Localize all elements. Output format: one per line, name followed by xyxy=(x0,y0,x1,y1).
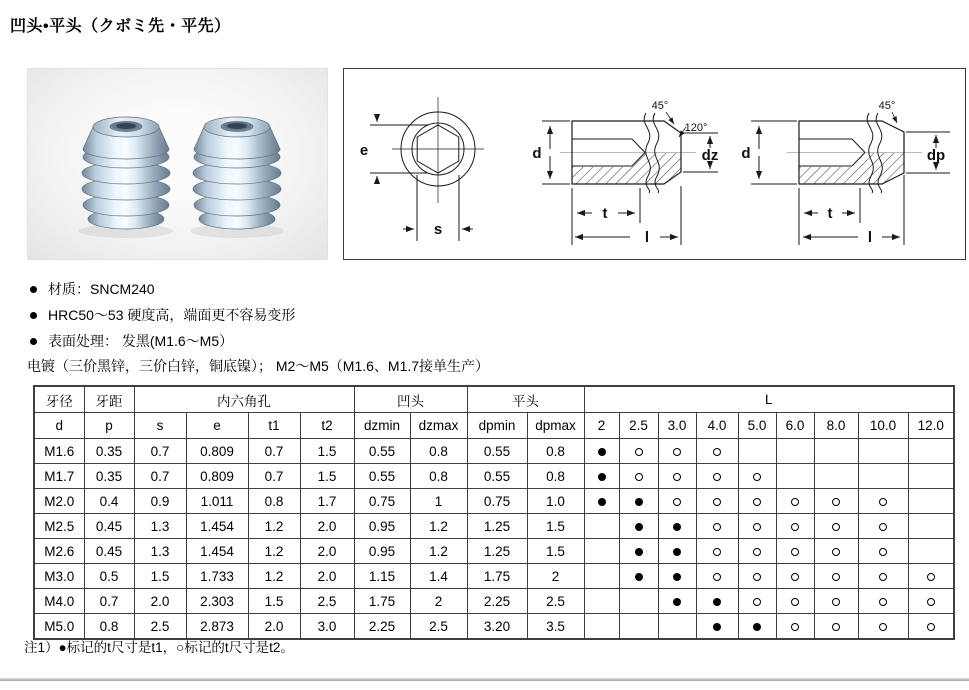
col-t1: t1 xyxy=(248,413,300,439)
cell-availability-L10.0 xyxy=(858,564,908,589)
cell-availability-L12.0 xyxy=(908,439,954,464)
cell-availability-L6.0 xyxy=(776,564,814,589)
cell-availability-L4.0 xyxy=(696,439,738,464)
col-l-8: 8.0 xyxy=(814,413,858,439)
col-l-4: 4.0 xyxy=(696,413,738,439)
cell-availability-L5.0 xyxy=(738,539,776,564)
cell-p: 0.4 xyxy=(84,489,134,514)
cell-dpmax: 1.0 xyxy=(527,489,584,514)
spec-note-finish xyxy=(30,328,295,354)
cell-dzmax: 1.2 xyxy=(410,514,467,539)
open-dot-icon xyxy=(713,573,721,581)
spec-note-hardness xyxy=(30,302,295,328)
cell-availability-L4.0 xyxy=(696,539,738,564)
filled-dot-icon xyxy=(713,623,721,631)
cell-s: 1.3 xyxy=(134,539,186,564)
cell-availability-L3.0 xyxy=(658,564,696,589)
cell-availability-L4.0 xyxy=(696,489,738,514)
cell-availability-L5.0 xyxy=(738,464,776,489)
filled-dot-icon xyxy=(713,598,721,606)
cell-dzmax: 2 xyxy=(410,589,467,614)
cell-p: 0.45 xyxy=(84,514,134,539)
col-s: s xyxy=(134,413,186,439)
cell-e: 1.011 xyxy=(186,489,248,514)
open-dot-icon xyxy=(879,498,887,506)
cell-dzmin: 0.95 xyxy=(354,539,410,564)
cell-availability-L2 xyxy=(584,564,619,589)
open-dot-icon xyxy=(879,573,887,581)
cell-availability-L3.0 xyxy=(658,539,696,564)
cell-dpmax: 1.5 xyxy=(527,514,584,539)
cell-e: 1.454 xyxy=(186,514,248,539)
open-dot-icon xyxy=(753,473,761,481)
col-e: e xyxy=(186,413,248,439)
open-dot-icon xyxy=(879,623,887,631)
col-group-concave: 凹头 xyxy=(354,386,467,413)
dim-label-t-right: t xyxy=(827,205,833,222)
cell-availability-L3.0 xyxy=(658,464,696,489)
col-d: d xyxy=(34,413,84,439)
cell-e: 2.873 xyxy=(186,614,248,640)
technical-drawing xyxy=(343,68,966,260)
cell-availability-L2 xyxy=(584,514,619,539)
open-dot-icon xyxy=(832,623,840,631)
cell-availability-L6.0 xyxy=(776,439,814,464)
bullet-icon xyxy=(30,286,37,293)
cell-t1: 0.7 xyxy=(248,439,300,464)
table-row-M2.6 xyxy=(34,539,954,564)
cell-availability-L4.0 xyxy=(696,514,738,539)
cell-availability-L4.0 xyxy=(696,564,738,589)
cell-dzmax: 0.8 xyxy=(410,464,467,489)
col-l-10: 10.0 xyxy=(858,413,908,439)
filled-dot-icon xyxy=(673,523,681,531)
dim-label-d-mid: d xyxy=(532,145,542,162)
open-dot-icon xyxy=(927,573,935,581)
cell-dpmin: 1.25 xyxy=(467,539,527,564)
cell-availability-L12.0 xyxy=(908,539,954,564)
cell-availability-L12.0 xyxy=(908,464,954,489)
open-dot-icon xyxy=(753,573,761,581)
cell-p: 0.35 xyxy=(84,464,134,489)
spec-note-text: 材质：SNCM240 xyxy=(48,281,155,297)
cell-availability-L6.0 xyxy=(776,489,814,514)
open-dot-icon xyxy=(832,523,840,531)
cell-dpmin: 2.25 xyxy=(467,589,527,614)
angle-label-120-mid: 120° xyxy=(684,122,708,134)
spec-note-text: 表面处理： 发黑(M1.6～M5） xyxy=(48,333,234,349)
open-dot-icon xyxy=(879,523,887,531)
section-view-concave xyxy=(532,100,718,246)
col-dpmax: dpmax xyxy=(527,413,584,439)
section-view-flat xyxy=(741,100,950,246)
cell-dzmin: 0.75 xyxy=(354,489,410,514)
open-dot-icon xyxy=(713,523,721,531)
cell-availability-L2.5 xyxy=(619,489,658,514)
col-dzmax: dzmax xyxy=(410,413,467,439)
table-row-M2.0 xyxy=(34,489,954,514)
filled-dot-icon xyxy=(635,548,643,556)
cell-availability-L2.5 xyxy=(619,514,658,539)
cell-dzmax: 1.4 xyxy=(410,564,467,589)
cell-availability-L8.0 xyxy=(814,464,858,489)
open-dot-icon xyxy=(791,523,799,531)
cell-availability-L12.0 xyxy=(908,564,954,589)
col-l-2: 2 xyxy=(584,413,619,439)
cell-t2: 2.0 xyxy=(300,514,354,539)
cell-dzmin: 0.55 xyxy=(354,464,410,489)
cell-availability-L2.5 xyxy=(619,539,658,564)
cell-dzmax: 1 xyxy=(410,489,467,514)
plating-note: 电镀（三价黑锌，三价白锌，铜底镍）； M2～M5（M1.6、M1.7接单生产） xyxy=(27,358,490,374)
col-l-6: 6.0 xyxy=(776,413,814,439)
page-title: 凹头•平头（クボミ先・平先） xyxy=(10,18,231,35)
cell-availability-L10.0 xyxy=(858,514,908,539)
cell-t2: 1.5 xyxy=(300,464,354,489)
cell-t1: 1.2 xyxy=(248,514,300,539)
open-dot-icon xyxy=(753,523,761,531)
cell-availability-L6.0 xyxy=(776,614,814,640)
set-screw-left xyxy=(82,117,170,229)
cell-availability-L4.0 xyxy=(696,589,738,614)
cell-availability-L2 xyxy=(584,589,619,614)
cell-s: 0.9 xyxy=(134,489,186,514)
cell-p: 0.7 xyxy=(84,589,134,614)
table-row-M4.0 xyxy=(34,589,954,614)
cell-availability-L10.0 xyxy=(858,589,908,614)
filled-dot-icon xyxy=(598,448,606,456)
open-dot-icon xyxy=(832,498,840,506)
col-group-flat: 平头 xyxy=(467,386,584,413)
cell-availability-L3.0 xyxy=(658,489,696,514)
table-group-header-row xyxy=(34,386,954,413)
cell-p: 0.45 xyxy=(84,539,134,564)
cell-dpmin: 1.75 xyxy=(467,564,527,589)
dim-label-l-right: l xyxy=(867,229,873,246)
open-dot-icon xyxy=(791,498,799,506)
open-dot-icon xyxy=(791,598,799,606)
open-dot-icon xyxy=(635,473,643,481)
cell-dpmin: 0.55 xyxy=(467,439,527,464)
cell-t2: 2.5 xyxy=(300,589,354,614)
cell-availability-L10.0 xyxy=(858,439,908,464)
spec-table-body xyxy=(34,439,954,640)
cell-availability-L8.0 xyxy=(814,514,858,539)
end-view xyxy=(360,97,484,241)
dimension-diagram xyxy=(344,69,965,259)
cell-dpmax: 0.8 xyxy=(527,464,584,489)
cell-availability-L10.0 xyxy=(858,489,908,514)
cell-availability-L3.0 xyxy=(658,614,696,640)
cell-availability-L2.5 xyxy=(619,564,658,589)
cell-dpmax: 3.5 xyxy=(527,614,584,640)
cell-availability-L3.0 xyxy=(658,589,696,614)
open-dot-icon xyxy=(713,548,721,556)
cell-availability-L8.0 xyxy=(814,439,858,464)
cell-d: M4.0 xyxy=(34,589,84,614)
cell-e: 0.809 xyxy=(186,464,248,489)
col-p: p xyxy=(84,413,134,439)
dim-label-s: s xyxy=(433,221,443,238)
open-dot-icon xyxy=(713,448,721,456)
cell-availability-L12.0 xyxy=(908,614,954,640)
cell-availability-L5.0 xyxy=(738,489,776,514)
cell-s: 1.3 xyxy=(134,514,186,539)
set-screws-image xyxy=(28,69,327,259)
cell-d: M1.7 xyxy=(34,464,84,489)
cell-availability-L6.0 xyxy=(776,539,814,564)
cell-dpmin: 3.20 xyxy=(467,614,527,640)
cell-e: 2.303 xyxy=(186,589,248,614)
cell-availability-L2 xyxy=(584,614,619,640)
cell-d: M2.5 xyxy=(34,514,84,539)
table-sub-header-row xyxy=(34,413,954,439)
cell-availability-L12.0 xyxy=(908,589,954,614)
table-row-M1.6 xyxy=(34,439,954,464)
col-l-5: 5.0 xyxy=(738,413,776,439)
cell-s: 2.0 xyxy=(134,589,186,614)
cell-dzmin: 1.15 xyxy=(354,564,410,589)
cell-availability-L2 xyxy=(584,464,619,489)
angle-label-45-right: 45° xyxy=(878,100,896,112)
cell-availability-L8.0 xyxy=(814,614,858,640)
spec-table xyxy=(33,385,955,640)
cell-dpmin: 1.25 xyxy=(467,514,527,539)
open-dot-icon xyxy=(753,548,761,556)
cell-dpmax: 2.5 xyxy=(527,589,584,614)
cell-availability-L2.5 xyxy=(619,589,658,614)
cell-availability-L2 xyxy=(584,489,619,514)
cell-availability-L10.0 xyxy=(858,539,908,564)
filled-dot-icon xyxy=(753,623,761,631)
cell-availability-L2.5 xyxy=(619,464,658,489)
dim-label-t-mid: t xyxy=(602,205,608,222)
cell-d: M2.6 xyxy=(34,539,84,564)
cell-t1: 1.2 xyxy=(248,539,300,564)
cell-availability-L5.0 xyxy=(738,614,776,640)
cell-t1: 1.2 xyxy=(248,564,300,589)
open-dot-icon xyxy=(673,473,681,481)
open-dot-icon xyxy=(635,448,643,456)
open-dot-icon xyxy=(832,573,840,581)
dim-label-d-right: d xyxy=(741,145,751,162)
filled-dot-icon xyxy=(635,573,643,581)
cell-s: 2.5 xyxy=(134,614,186,640)
cell-t1: 1.5 xyxy=(248,589,300,614)
cell-dpmax: 1.5 xyxy=(527,539,584,564)
dim-label-dp: dp xyxy=(926,147,946,164)
cell-t1: 0.8 xyxy=(248,489,300,514)
bullet-icon xyxy=(30,338,37,345)
cell-e: 0.809 xyxy=(186,439,248,464)
product-photo xyxy=(27,68,328,260)
cell-dzmax: 2.5 xyxy=(410,614,467,640)
spec-note-text: HRC50～53 硬度高，端面更不容易变形 xyxy=(48,307,296,323)
cell-availability-L5.0 xyxy=(738,589,776,614)
dim-label-e: e xyxy=(359,142,369,159)
filled-dot-icon xyxy=(673,573,681,581)
open-dot-icon xyxy=(927,623,935,631)
bottom-divider xyxy=(0,678,969,681)
open-dot-icon xyxy=(832,598,840,606)
cell-dpmax: 0.8 xyxy=(527,439,584,464)
cell-availability-L10.0 xyxy=(858,614,908,640)
table-row-M1.7 xyxy=(34,464,954,489)
cell-s: 0.7 xyxy=(134,439,186,464)
filled-dot-icon xyxy=(635,498,643,506)
cell-d: M3.0 xyxy=(34,564,84,589)
open-dot-icon xyxy=(713,498,721,506)
cell-availability-L6.0 xyxy=(776,514,814,539)
footnote: 注1）●标记的t尺寸是t1，○标记的t尺寸是t2。 xyxy=(24,640,294,655)
cell-t2: 3.0 xyxy=(300,614,354,640)
cell-availability-L8.0 xyxy=(814,589,858,614)
cell-availability-L8.0 xyxy=(814,489,858,514)
col-group-p: 牙距 xyxy=(84,386,134,413)
cell-t1: 2.0 xyxy=(248,614,300,640)
cell-availability-L6.0 xyxy=(776,464,814,489)
open-dot-icon xyxy=(673,498,681,506)
spec-notes xyxy=(30,276,295,354)
cell-dzmax: 0.8 xyxy=(410,439,467,464)
col-l-3: 3.0 xyxy=(658,413,696,439)
cell-availability-L5.0 xyxy=(738,514,776,539)
cell-d: M2.0 xyxy=(34,489,84,514)
col-group-hex-socket: 内六角孔 xyxy=(134,386,354,413)
bullet-icon xyxy=(30,312,37,319)
cell-availability-L12.0 xyxy=(908,514,954,539)
cell-t2: 2.0 xyxy=(300,539,354,564)
cell-t1: 0.7 xyxy=(248,464,300,489)
dim-label-dz: dz xyxy=(701,147,719,164)
dim-label-l-mid: l xyxy=(644,229,650,246)
open-dot-icon xyxy=(927,598,935,606)
col-dzmin: dzmin xyxy=(354,413,410,439)
open-dot-icon xyxy=(791,573,799,581)
cell-dpmax: 2 xyxy=(527,564,584,589)
cell-s: 0.7 xyxy=(134,464,186,489)
col-l-2-5: 2.5 xyxy=(619,413,658,439)
open-dot-icon xyxy=(879,548,887,556)
set-screw-right xyxy=(193,117,281,229)
filled-dot-icon xyxy=(673,548,681,556)
cell-p: 0.8 xyxy=(84,614,134,640)
cell-availability-L5.0 xyxy=(738,439,776,464)
filled-dot-icon xyxy=(598,473,606,481)
spec-note-material xyxy=(30,276,295,302)
open-dot-icon xyxy=(713,473,721,481)
open-dot-icon xyxy=(673,448,681,456)
cell-dpmin: 0.55 xyxy=(467,464,527,489)
cell-dzmin: 0.55 xyxy=(354,439,410,464)
col-dpmin: dpmin xyxy=(467,413,527,439)
cell-t2: 2.0 xyxy=(300,564,354,589)
cell-availability-L4.0 xyxy=(696,464,738,489)
open-dot-icon xyxy=(753,598,761,606)
col-group-d: 牙径 xyxy=(34,386,84,413)
angle-label-45-mid: 45° xyxy=(651,100,669,112)
cell-e: 1.454 xyxy=(186,539,248,564)
col-l-12: 12.0 xyxy=(908,413,954,439)
open-dot-icon xyxy=(832,548,840,556)
cell-availability-L3.0 xyxy=(658,439,696,464)
table-row-M3.0 xyxy=(34,564,954,589)
cell-t2: 1.7 xyxy=(300,489,354,514)
cell-availability-L10.0 xyxy=(858,464,908,489)
cell-availability-L2.5 xyxy=(619,614,658,640)
cell-d: M1.6 xyxy=(34,439,84,464)
cell-p: 0.35 xyxy=(84,439,134,464)
cell-dzmin: 1.75 xyxy=(354,589,410,614)
cell-availability-L3.0 xyxy=(658,514,696,539)
open-dot-icon xyxy=(879,598,887,606)
col-t2: t2 xyxy=(300,413,354,439)
cell-availability-L2 xyxy=(584,539,619,564)
open-dot-icon xyxy=(791,548,799,556)
open-dot-icon xyxy=(791,623,799,631)
cell-dzmax: 1.2 xyxy=(410,539,467,564)
cell-availability-L2 xyxy=(584,439,619,464)
cell-t2: 1.5 xyxy=(300,439,354,464)
cell-dpmin: 0.75 xyxy=(467,489,527,514)
cell-availability-L6.0 xyxy=(776,589,814,614)
cell-p: 0.5 xyxy=(84,564,134,589)
cell-e: 1.733 xyxy=(186,564,248,589)
cell-d: M5.0 xyxy=(34,614,84,640)
filled-dot-icon xyxy=(673,598,681,606)
filled-dot-icon xyxy=(635,523,643,531)
col-group-length: L xyxy=(584,386,954,413)
cell-availability-L2.5 xyxy=(619,439,658,464)
cell-availability-L8.0 xyxy=(814,539,858,564)
open-dot-icon xyxy=(753,498,761,506)
cell-dzmin: 0.95 xyxy=(354,514,410,539)
cell-availability-L8.0 xyxy=(814,564,858,589)
filled-dot-icon xyxy=(598,498,606,506)
cell-availability-L4.0 xyxy=(696,614,738,640)
table-row-M2.5 xyxy=(34,514,954,539)
cell-dzmin: 2.25 xyxy=(354,614,410,640)
cell-availability-L5.0 xyxy=(738,564,776,589)
cell-s: 1.5 xyxy=(134,564,186,589)
cell-availability-L12.0 xyxy=(908,489,954,514)
